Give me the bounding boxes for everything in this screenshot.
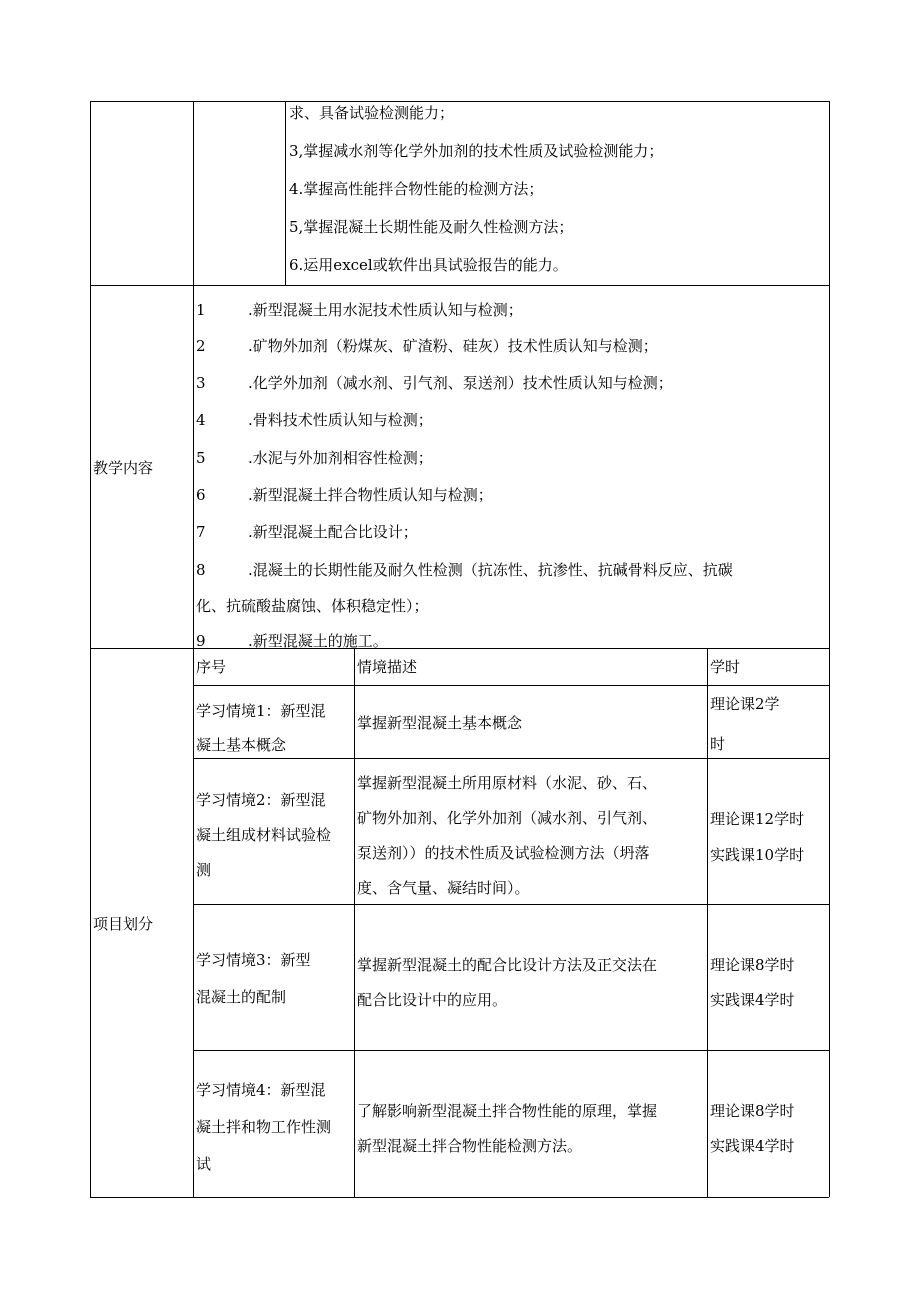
table-right-border bbox=[829, 101, 830, 1197]
row-3-hours-line-1: 理论课8学时 bbox=[710, 956, 795, 974]
project-col-divider-desc bbox=[354, 648, 355, 1197]
row-4-seq-line-1: 学习情境4：新型混 bbox=[196, 1081, 326, 1099]
row-3-hours-line-2: 实践课4学时 bbox=[710, 991, 795, 1009]
header-hours: 学时 bbox=[710, 658, 741, 676]
content-item-1-text: .新型混凝土用水泥技术性质认知与检测； bbox=[248, 301, 523, 319]
objective-line-5: 6.运用excel或软件出具试验报告的能力。 bbox=[289, 256, 568, 274]
row-1-seq-line-2: 凝土基本概念 bbox=[196, 736, 287, 754]
row-2-desc-line-4: 度、含气量、凝结时间）。 bbox=[357, 879, 530, 897]
row-2-seq-line-2: 凝土组成材料试验检 bbox=[196, 826, 332, 844]
content-item-6-text: .新型混凝土拌合物性质认知与检测； bbox=[248, 486, 493, 504]
content-item-4-num: 4 bbox=[196, 411, 206, 429]
row-2-seq-line-3: 测 bbox=[196, 861, 212, 879]
top-col-divider-2 bbox=[285, 101, 286, 285]
row-3-desc-line-2: 配合比设计中的应用。 bbox=[357, 991, 508, 1009]
content-item-4-text: .骨料技术性质认知与检测； bbox=[248, 411, 433, 429]
content-item-8-num: 8 bbox=[196, 561, 206, 579]
content-item-7-num: 7 bbox=[196, 523, 206, 541]
row-4-hours-line-2: 实践课4学时 bbox=[710, 1137, 795, 1155]
row-1-hours-line-2: 时 bbox=[710, 735, 726, 753]
objective-line-4: 5,掌握混凝土长期性能及耐久性检测方法； bbox=[289, 218, 574, 236]
project-row-2-bottom bbox=[193, 904, 829, 905]
content-item-1-num: 1 bbox=[196, 301, 206, 319]
content-item-2-num: 2 bbox=[196, 337, 206, 355]
header-seq: 序号 bbox=[196, 658, 227, 676]
row-4-desc-line-1: 了解影响新型混凝土拌合物性能的原理，掌握 bbox=[357, 1102, 658, 1120]
row-4-seq-line-3: 试 bbox=[196, 1155, 212, 1173]
project-col-divider-hours bbox=[707, 648, 708, 1197]
row-4-seq-line-2: 凝土拌和物工作性测 bbox=[196, 1118, 332, 1136]
project-col-divider-label bbox=[193, 648, 194, 1197]
content-item-8-text: .混凝土的长期性能及耐久性检测（抗冻性、抗渗性、抗碱骨料反应、抗碳 bbox=[248, 561, 733, 579]
top-col-divider-1 bbox=[193, 101, 194, 285]
teaching-content-list bbox=[194, 286, 828, 648]
objective-line-1: 求、具备试验检测能力； bbox=[289, 104, 455, 122]
project-row-3-bottom bbox=[193, 1050, 829, 1051]
teaching-content-label: 教学内容 bbox=[93, 459, 154, 477]
row-4-hours-line-1: 理论课8学时 bbox=[710, 1102, 795, 1120]
row-3-seq-line-1: 学习情境3：新型 bbox=[196, 951, 311, 969]
project-header-bottom bbox=[193, 685, 829, 686]
row-2-desc-line-2: 矿物外加剂、化学外加剂（减水剂、引气剂、 bbox=[357, 809, 658, 827]
objective-line-3: 4.掌握高性能拌合物性能的检测方法； bbox=[289, 180, 544, 198]
row-3-seq-line-2: 混凝土的配制 bbox=[196, 988, 287, 1006]
content-item-3-text: .化学外加剂（减水剂、引气剂、泵送剂）技术性质认知与检测； bbox=[248, 374, 673, 392]
row-2-desc-line-3: 泵送剂））的技术性质及试验检测方法（坍落 bbox=[357, 844, 650, 862]
content-item-7-text: .新型混凝土配合比设计； bbox=[248, 523, 418, 541]
content-item-2-text: .矿物外加剂（粉煤灰、矿渣粉、硅灰）技术性质认知与检测； bbox=[248, 337, 658, 355]
row-1-seq-line-1: 学习情境1：新型混 bbox=[196, 702, 326, 720]
row-1-desc-line-1: 掌握新型混凝土基本概念 bbox=[357, 714, 523, 732]
table-left-border bbox=[90, 101, 91, 1197]
project-row-1-bottom bbox=[193, 758, 829, 759]
row-4-desc-line-2: 新型混凝土拌合物性能检测方法。 bbox=[357, 1137, 583, 1155]
row-3-desc-line-1: 掌握新型混凝土的配合比设计方法及正交法在 bbox=[357, 956, 658, 974]
header-desc: 情境描述 bbox=[357, 658, 418, 676]
content-item-8-continued: 化、抗硫酸盐腐蚀、体积稳定性）； bbox=[196, 597, 429, 615]
content-item-9-text: .新型混凝土的施工。 bbox=[248, 632, 388, 648]
row-2-hours-line-2: 实践课10学时 bbox=[710, 846, 805, 864]
divider-content-projects bbox=[90, 648, 829, 649]
content-item-5-num: 5 bbox=[196, 449, 206, 467]
table-top-border bbox=[90, 101, 829, 102]
row-1-hours-line-1: 理论课2学 bbox=[710, 695, 780, 713]
content-item-9-num: 9 bbox=[196, 632, 206, 648]
content-item-3-num: 3 bbox=[196, 374, 206, 392]
row-2-hours-line-1: 理论课12学时 bbox=[710, 810, 805, 828]
objective-line-2: 3,掌握减水剂等化学外加剂的技术性质及试验检测能力； bbox=[289, 142, 664, 160]
row-2-desc-line-1: 掌握新型混凝土所用原材料（水泥、砂、石、 bbox=[357, 774, 658, 792]
content-item-5-text: .水泥与外加剂相容性检测； bbox=[248, 449, 433, 467]
content-item-6-num: 6 bbox=[196, 486, 206, 504]
row-2-seq-line-1: 学习情境2：新型混 bbox=[196, 791, 326, 809]
table-bottom-border bbox=[90, 1197, 829, 1198]
project-division-label: 项目划分 bbox=[93, 915, 154, 933]
